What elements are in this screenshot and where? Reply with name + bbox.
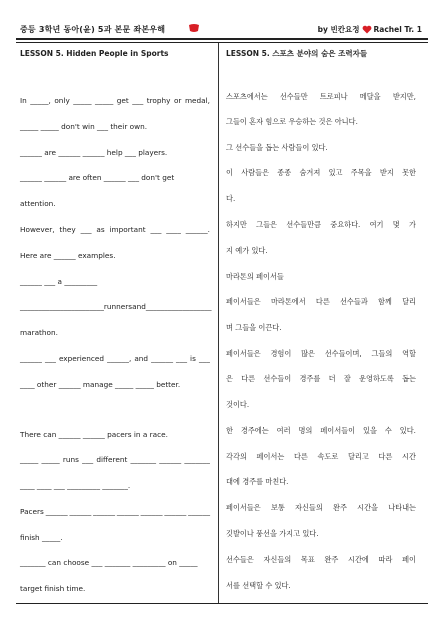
- blank-token: _______.: [102, 481, 131, 490]
- left-line: [20, 173, 174, 183]
- text-token: important: [109, 225, 146, 234]
- blank-token: _________: [67, 481, 100, 490]
- text-token: and: [132, 302, 146, 311]
- left-line: [20, 328, 58, 338]
- text-token: 은: [226, 374, 233, 383]
- left-line: [20, 354, 210, 364]
- text-token: trophy: [146, 96, 171, 105]
- text-token: 페이서는: [256, 452, 285, 461]
- right-line: [226, 555, 416, 565]
- text-token: 잘: [343, 374, 351, 383]
- left-line: [20, 507, 210, 517]
- red-marker-icon: [188, 23, 200, 33]
- blank-token: ___: [200, 302, 212, 311]
- blank-token: ______: [164, 507, 187, 516]
- text-token: 함께: [377, 297, 392, 306]
- text-token: 돕는: [265, 143, 280, 152]
- right-line: [226, 503, 416, 513]
- english-column: [20, 44, 212, 593]
- author-suffix: Rachel Tr. 1: [373, 25, 422, 34]
- text-token: 있다.: [399, 426, 416, 435]
- text-token: 우승하는: [288, 117, 317, 126]
- text-token: 많은: [301, 349, 315, 358]
- text-token: 선수들과: [339, 297, 368, 306]
- text-token: 운영하도록: [359, 374, 394, 383]
- blank-token: ___: [198, 354, 210, 363]
- text-token: 있고: [328, 168, 343, 177]
- text-token: 대에: [226, 477, 240, 486]
- text-token: players.: [138, 148, 168, 157]
- text-token: 깃발이나: [226, 529, 254, 538]
- right-line: [226, 143, 328, 153]
- text-token: 있을: [363, 426, 377, 435]
- blank-token: ______: [44, 173, 67, 182]
- blank-token: _____: [73, 96, 92, 105]
- text-token: 시간: [402, 452, 416, 461]
- text-token: 그들은: [256, 220, 277, 229]
- left-line: [20, 533, 63, 543]
- left-line: [20, 302, 210, 312]
- text-token: are: [44, 148, 57, 157]
- author-prefix: by 빈칸요정: [317, 25, 360, 34]
- right-line: [226, 374, 416, 384]
- text-token: 못한: [402, 168, 416, 177]
- blank-token: ___: [124, 148, 136, 157]
- blank-token: ______: [58, 148, 81, 157]
- blank-token: ___: [82, 455, 94, 464]
- text-token: 역할: [402, 349, 416, 358]
- blank-token: ____: [20, 481, 35, 490]
- text-token: their: [110, 122, 128, 131]
- text-token: 힘으로: [265, 117, 287, 126]
- text-token: get: [162, 173, 175, 182]
- text-token: 하지만: [226, 220, 247, 229]
- text-token: or: [173, 96, 182, 105]
- text-token: 페이서들: [256, 272, 284, 281]
- text-token: own.: [129, 122, 148, 131]
- text-token: 달리: [402, 297, 416, 306]
- blank-token: ______: [103, 173, 126, 182]
- blank-token: ______: [53, 251, 76, 260]
- text-token: 그: [226, 143, 233, 152]
- left-line: [20, 199, 56, 209]
- text-token: 다.: [226, 194, 236, 203]
- left-line: [20, 277, 97, 287]
- blank-token: ______: [20, 302, 42, 311]
- blank-token: ______: [20, 277, 42, 286]
- blank-token: ______: [140, 507, 163, 516]
- blank-token: _____: [95, 96, 114, 105]
- text-token: Pacers: [20, 507, 44, 516]
- text-token: 선수들만큼: [286, 220, 321, 229]
- footer-rule: [16, 603, 428, 604]
- text-token: Here: [20, 251, 38, 260]
- column-divider: [218, 43, 219, 603]
- blank-token: ______: [58, 380, 81, 389]
- right-line: [226, 246, 268, 256]
- text-token: 가: [409, 220, 416, 229]
- text-token: 몇: [392, 220, 400, 229]
- text-token: 그들을: [235, 323, 257, 332]
- text-token: 보통: [270, 503, 285, 512]
- text-token: and: [134, 354, 149, 363]
- blank-token: ______: [20, 354, 42, 363]
- blank-token: ___: [189, 302, 201, 311]
- text-token: 돕는: [402, 374, 416, 383]
- right-line: [226, 529, 319, 539]
- text-token: 중요하다.: [330, 220, 361, 229]
- left-line: [20, 122, 147, 132]
- text-token: in: [133, 430, 141, 439]
- text-token: 완주: [333, 503, 347, 512]
- right-line: [226, 426, 416, 436]
- blank-token: _______: [184, 455, 210, 464]
- text-token: better.: [156, 380, 181, 389]
- text-token: 페이서들은: [226, 297, 261, 306]
- blank-token: _____: [41, 455, 60, 464]
- text-token: are: [39, 251, 52, 260]
- blank-token: ______: [45, 507, 68, 516]
- blank-token: ___: [91, 558, 103, 567]
- text-token: 시간을: [357, 503, 378, 512]
- text-token: 그들이: [226, 117, 247, 126]
- text-token: don't: [141, 173, 160, 182]
- text-token: 마라톤에서: [270, 297, 306, 306]
- text-token: finish: [20, 533, 40, 542]
- text-token: 선택할: [242, 581, 264, 590]
- text-token: manage: [82, 380, 113, 389]
- blank-token: _____: [40, 122, 59, 131]
- text-token: There: [20, 430, 41, 439]
- text-token: marathon.: [20, 328, 58, 337]
- text-token: on: [167, 558, 177, 567]
- blank-token: _____: [135, 380, 154, 389]
- text-token: 이: [226, 168, 233, 177]
- blank-token: ______: [41, 302, 64, 311]
- text-token: a: [142, 430, 148, 439]
- left-line: [20, 584, 85, 594]
- text-token: 자신들의: [295, 503, 323, 512]
- blank-token: ______: [63, 302, 86, 311]
- text-token: 마친다.: [265, 477, 289, 486]
- left-line: [20, 225, 210, 235]
- text-token: 받지만,: [392, 92, 416, 101]
- text-token: 아니다.: [334, 117, 358, 126]
- text-token: 다른: [315, 297, 330, 306]
- korean-column: [226, 44, 424, 590]
- text-token: 페이서들은: [226, 349, 261, 358]
- right-line: [226, 323, 282, 333]
- text-token: 있다.: [311, 143, 328, 152]
- text-token: 속도로: [317, 452, 339, 461]
- blank-token: ___: [132, 96, 144, 105]
- blank-token: _____: [179, 558, 198, 567]
- right-line: [226, 117, 358, 127]
- text-token: 지: [226, 246, 233, 255]
- text-token: 경험이: [270, 349, 292, 358]
- blank-token: ______: [82, 148, 105, 157]
- text-token: 목표: [300, 555, 315, 564]
- blank-token: ______: [145, 302, 168, 311]
- left-line: [20, 96, 210, 106]
- blank-token: _________: [64, 277, 98, 286]
- text-token: 경주를: [242, 477, 264, 486]
- left-line: [20, 148, 167, 158]
- text-token: 있다.: [251, 246, 268, 255]
- blank-token: ______: [93, 507, 116, 516]
- text-token: 혼자: [249, 117, 264, 126]
- text-token: However,: [20, 225, 55, 234]
- left-line: [20, 558, 198, 568]
- text-token: runners: [103, 302, 133, 311]
- right-line: [226, 168, 416, 178]
- text-token: 그들의: [371, 349, 393, 358]
- text-token: 명의: [298, 426, 313, 435]
- page-header: [16, 18, 428, 40]
- blank-token: ______: [151, 354, 173, 363]
- blank-token: _______: [104, 558, 131, 567]
- text-token: often: [82, 173, 102, 182]
- blank-token: ______: [82, 430, 105, 439]
- text-token: 나타내는: [388, 503, 416, 512]
- left-line: [20, 251, 116, 261]
- blank-token: ______,: [107, 354, 132, 363]
- blank-token: _________: [132, 558, 166, 567]
- text-token: 수: [384, 426, 392, 435]
- text-token: 달리고: [347, 452, 369, 461]
- blank-token: _____: [85, 302, 104, 311]
- text-token: medal,: [184, 96, 210, 105]
- korean-heading: LESSON 5. 스포츠 분야의 숨은 조력자들: [226, 49, 368, 58]
- text-token: examples.: [78, 251, 116, 260]
- text-token: race.: [149, 430, 168, 439]
- blank-token: ___: [128, 173, 139, 182]
- text-token: 것은: [318, 117, 333, 126]
- text-token: 있다.: [302, 529, 319, 538]
- left-line: [20, 430, 168, 440]
- text-token: 한: [226, 426, 233, 435]
- text-token: don't: [61, 122, 80, 131]
- text-token: 있다.: [274, 581, 291, 590]
- text-token: 따라: [378, 555, 393, 564]
- text-token: help: [106, 148, 123, 157]
- text-token: 숨겨져: [299, 168, 321, 177]
- text-token: 각각의: [226, 452, 247, 461]
- text-token: 다른: [378, 452, 393, 461]
- blank-token: ____: [166, 225, 181, 234]
- text-token: 완주: [324, 555, 339, 564]
- text-token: 사람들이: [281, 143, 310, 152]
- text-token: win: [82, 122, 95, 131]
- text-token: 페이: [402, 555, 416, 564]
- blank-token: _____.: [42, 533, 63, 542]
- text-token: 스포츠에서는: [226, 92, 268, 101]
- text-token: are: [68, 173, 81, 182]
- text-token: 더: [328, 374, 336, 383]
- text-token: they: [59, 225, 76, 234]
- blank-token: ______: [116, 507, 139, 516]
- blank-token: _______: [130, 455, 157, 464]
- text-token: 풍선을: [256, 529, 277, 538]
- text-token: 시간에: [348, 555, 369, 564]
- english-heading: LESSON 5. Hidden People in Sports: [20, 49, 169, 58]
- author-credit: [318, 24, 422, 35]
- text-token: 선수들은: [226, 555, 254, 564]
- text-token: 사람들은: [241, 168, 270, 177]
- blank-token: ___: [150, 225, 162, 234]
- blank-token: ___: [44, 354, 56, 363]
- right-line: [226, 581, 291, 591]
- text-token: choose: [63, 558, 90, 567]
- text-token: 다른: [293, 452, 308, 461]
- text-token: other: [36, 380, 57, 389]
- text-token: finish: [44, 584, 65, 593]
- text-token: 것이다.: [226, 400, 250, 409]
- blank-token: ___: [176, 354, 187, 363]
- text-token: 경주를: [299, 374, 321, 383]
- right-line: [226, 349, 416, 359]
- text-token: 여기: [369, 220, 384, 229]
- right-line: [226, 452, 416, 462]
- text-token: 선수들만: [279, 92, 308, 101]
- right-line: [226, 194, 235, 204]
- text-token: runs: [62, 455, 79, 464]
- left-line: [20, 455, 210, 465]
- text-token: experienced: [58, 354, 105, 363]
- text-token: can: [47, 558, 61, 567]
- text-token: 며: [226, 323, 233, 332]
- text-token: 받지: [379, 168, 394, 177]
- blank-token: ______: [159, 455, 182, 464]
- blank-token: ______: [20, 148, 42, 157]
- text-token: 페이서들이: [320, 426, 356, 435]
- blank-token: ______.: [185, 225, 210, 234]
- text-token: 이끈다.: [258, 323, 282, 332]
- text-token: time.: [66, 584, 86, 593]
- blank-token: ______: [167, 302, 190, 311]
- left-line: [20, 380, 180, 390]
- blank-token: _____: [20, 455, 39, 464]
- text-token: 메달을: [359, 92, 381, 101]
- text-token: 자신들의: [263, 555, 292, 564]
- right-line: [226, 220, 416, 230]
- blank-token: ____: [36, 481, 52, 490]
- text-token: 수: [265, 581, 273, 590]
- text-token: 다른: [241, 374, 256, 383]
- blank-token: ___: [97, 122, 108, 131]
- text-token: 서를: [226, 581, 240, 590]
- text-token: 마라톤의: [226, 272, 254, 281]
- text-token: a: [57, 277, 62, 286]
- text-token: 예가: [235, 246, 250, 255]
- text-token: 트로피나: [319, 92, 348, 101]
- text-token: 종종: [277, 168, 292, 177]
- text-token: can: [43, 430, 57, 439]
- text-token: In: [20, 96, 27, 105]
- blank-token: ____: [20, 380, 35, 389]
- text-token: 페이서들은: [226, 503, 261, 512]
- right-line: [226, 400, 249, 410]
- blank-token: ______: [20, 173, 42, 182]
- heart-icon: [362, 25, 372, 34]
- blank-token: _____,: [30, 96, 51, 105]
- blank-token: ______: [69, 507, 92, 516]
- text-token: pacers: [107, 430, 132, 439]
- text-token: get: [116, 96, 129, 105]
- right-line: [226, 92, 416, 102]
- blank-token: ___: [44, 277, 56, 286]
- text-token: different: [96, 455, 128, 464]
- text-token: 선수들이: [263, 374, 292, 383]
- worksheet-page: [16, 18, 428, 614]
- header-rule: [16, 38, 428, 40]
- text-token: attention.: [20, 199, 56, 208]
- worksheet-title: 중등 3학년 동아(윤) 5과 본문 좌본우해: [20, 25, 166, 34]
- text-token: only: [54, 96, 70, 105]
- blank-token: _____: [20, 122, 39, 131]
- text-token: 여러: [276, 426, 291, 435]
- left-line: [20, 481, 130, 491]
- right-line: [226, 477, 288, 487]
- text-token: target: [20, 584, 43, 593]
- text-token: as: [96, 225, 105, 234]
- blank-token: ___: [80, 225, 92, 234]
- text-token: 선수들이며,: [324, 349, 362, 358]
- right-line: [226, 272, 284, 282]
- blank-token: ___: [53, 481, 65, 490]
- text-token: 주목을: [350, 168, 372, 177]
- text-token: 경주에는: [240, 426, 269, 435]
- header-rule-thin: [16, 42, 428, 43]
- text-token: is: [190, 354, 196, 363]
- blank-token: ______: [188, 507, 210, 516]
- right-line: [226, 297, 416, 307]
- text-token: 선수들을: [235, 143, 264, 152]
- blank-token: _______: [20, 558, 46, 567]
- blank-token: _____: [115, 380, 134, 389]
- blank-token: ______: [58, 430, 81, 439]
- text-token: 가지고: [279, 529, 301, 538]
